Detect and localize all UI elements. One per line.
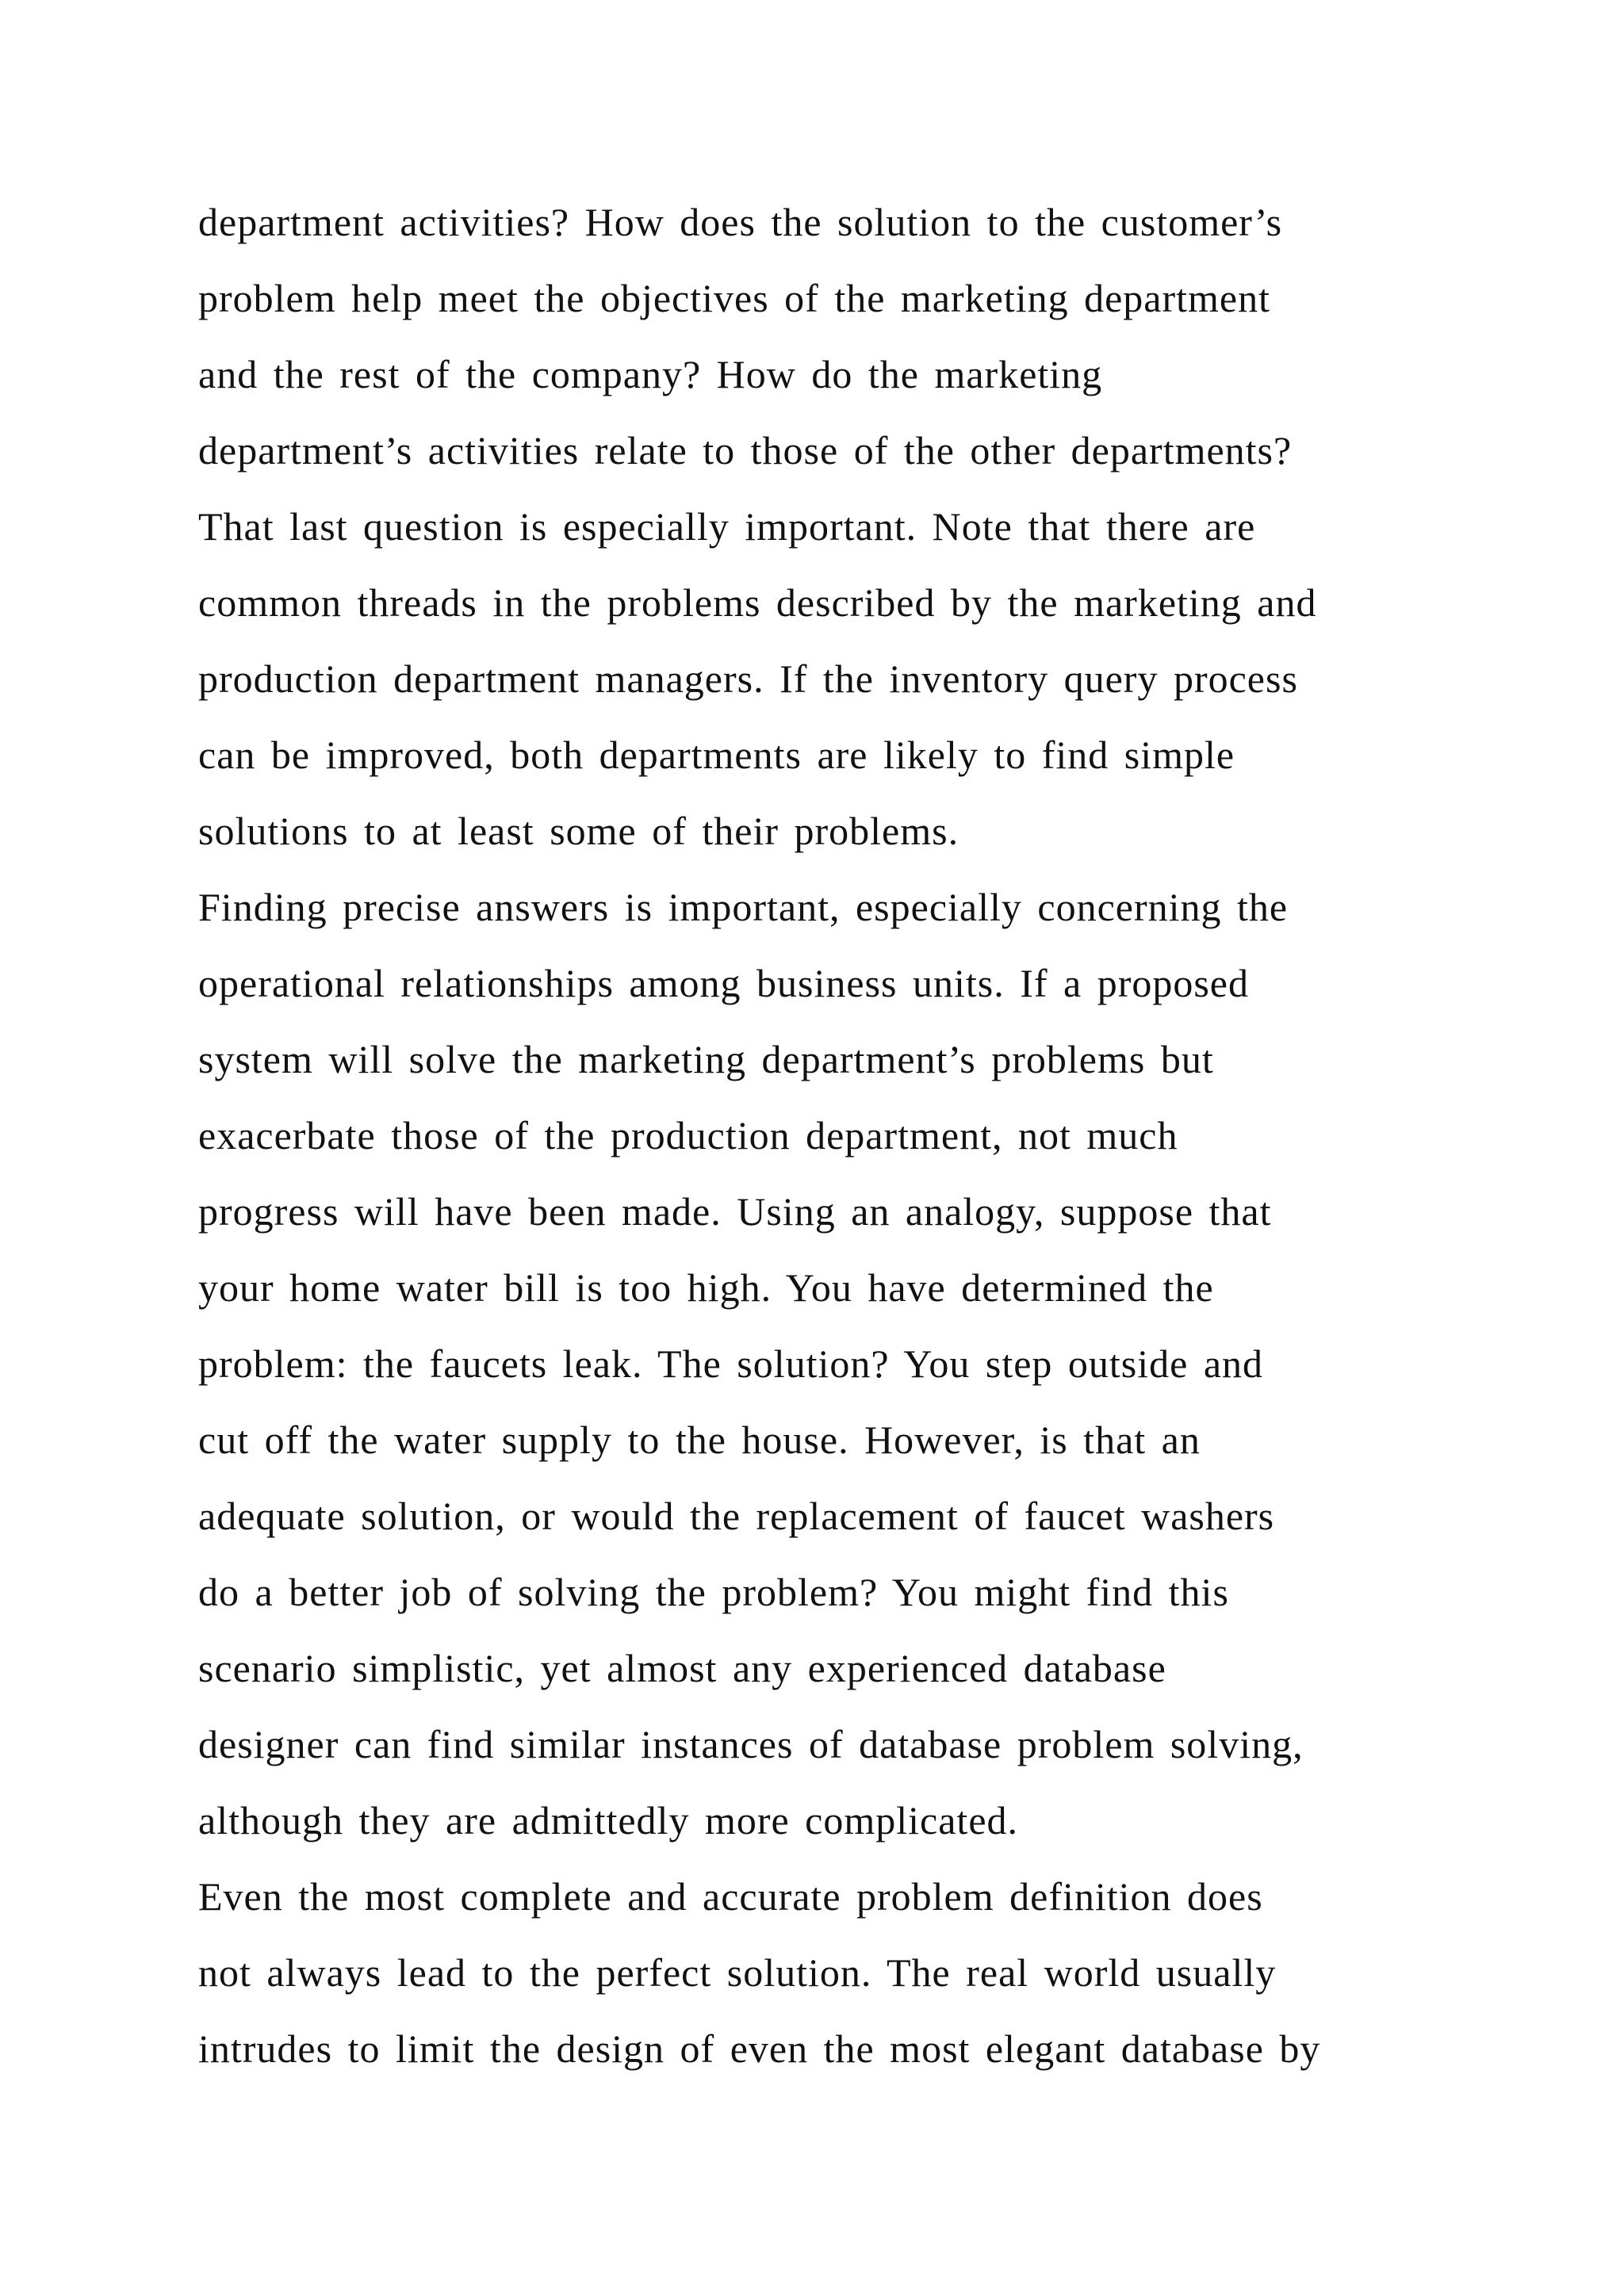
text-line: progress will have been made. Using an analogy, suppose that	[198, 1189, 1272, 1234]
text-line: intrudes to limit the design of even the most elegant database by	[198, 2026, 1321, 2071]
text-line: system will solve the marketing department’s problems but	[198, 1037, 1214, 1081]
text-line: Even the most complete and accurate problem definition does	[198, 1874, 1263, 1919]
text-line: adequate solution, or would the replacement of faucet washers	[198, 1494, 1275, 1538]
text-line: production department managers. If the inventory query process	[198, 656, 1298, 701]
text-line: your home water bill is too high. You have determined the	[198, 1265, 1214, 1310]
text-line: solutions to at least some of their problems.	[198, 809, 959, 853]
text-line: exacerbate those of the production department, not much	[198, 1113, 1178, 1158]
text-line: although they are admittedly more complicated.	[198, 1798, 1019, 1843]
text-line: operational relationships among business units. If a proposed	[198, 961, 1249, 1005]
text-line: and the rest of the company? How do the marketing	[198, 352, 1103, 396]
text-line: scenario simplistic, yet almost any experienced database	[198, 1646, 1166, 1690]
text-line: designer can find similar instances of database problem solving,	[198, 1722, 1304, 1766]
text-line: Finding precise answers is important, especially concerning the	[198, 885, 1289, 929]
text-line: That last question is especially important. Note that there are	[198, 504, 1256, 549]
text-line: problem help meet the objectives of the marketing department	[198, 276, 1271, 320]
text-line: can be improved, both departments are likely to find simple	[198, 733, 1235, 777]
text-line: do a better job of solving the problem? You might find this	[198, 1570, 1229, 1614]
text-line: problem: the faucets leak. The solution? You step outside and	[198, 1341, 1264, 1386]
text-line: cut off the water supply to the house. However, is that an	[198, 1418, 1201, 1462]
text-line: common threads in the problems described by the marketing and	[198, 580, 1317, 625]
text-line: not always lead to the perfect solution. The real world usually	[198, 1950, 1277, 1995]
text-line: department’s activities relate to those of the other departments?	[198, 428, 1293, 473]
body-text	[198, 193, 1435, 2096]
text-line: department activities? How does the solution to the customer’s	[198, 200, 1283, 244]
